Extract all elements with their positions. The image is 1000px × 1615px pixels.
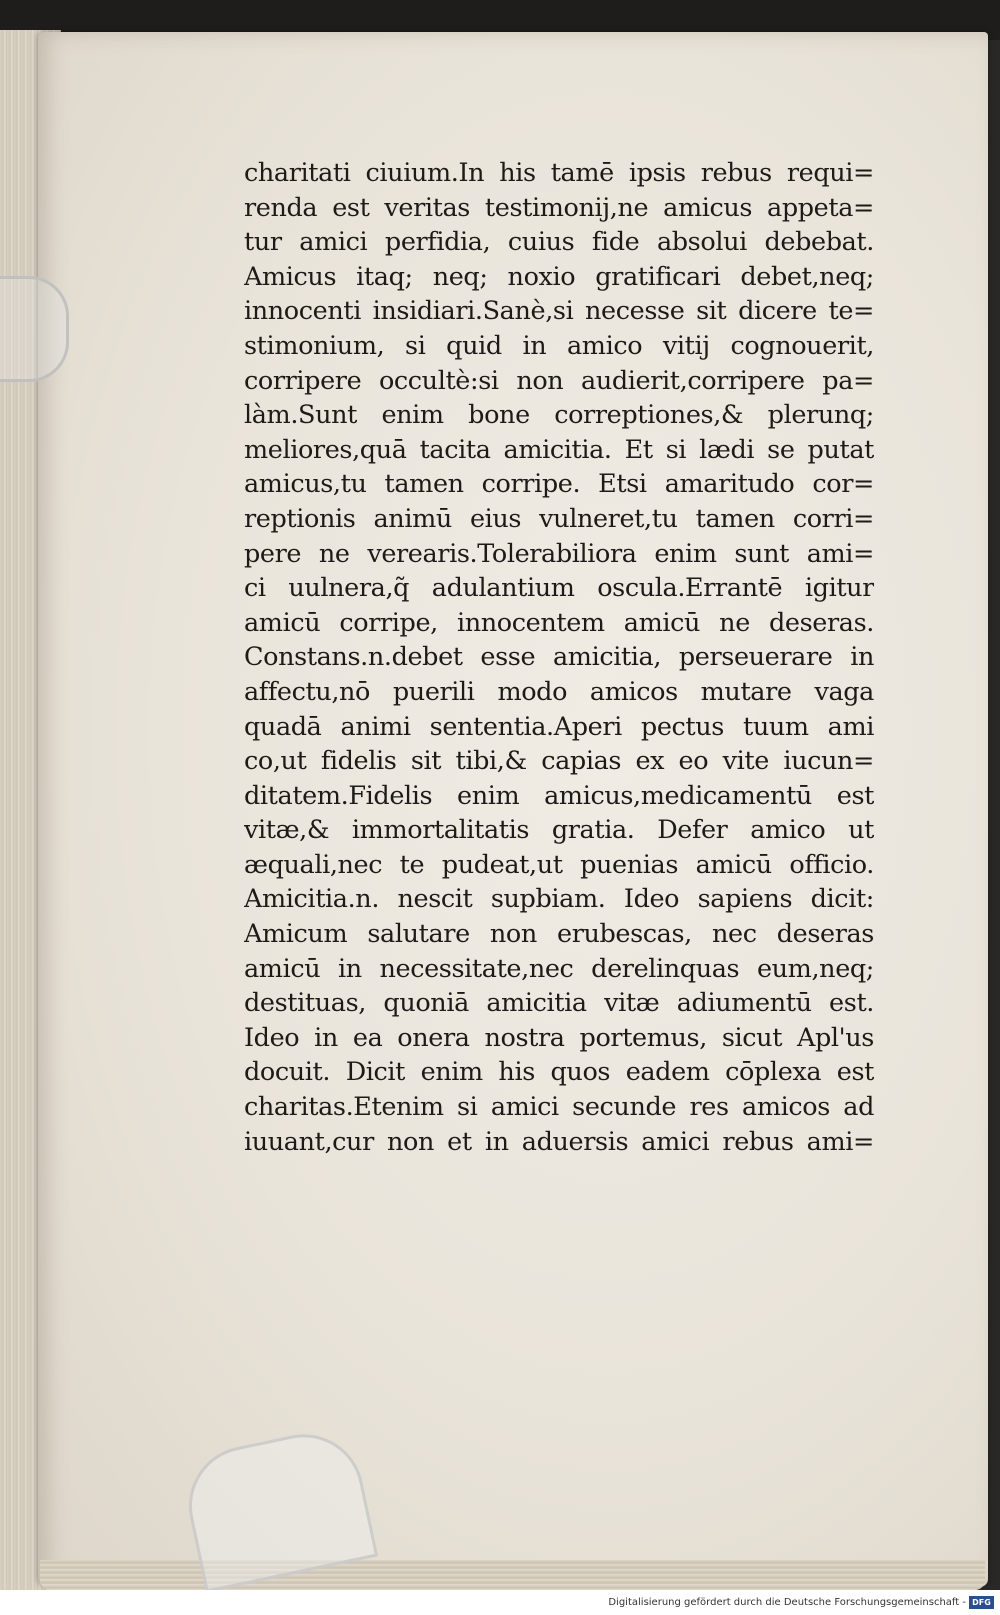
text-line: docuit. Dicit enim his quos eadem cōplexa est	[244, 1057, 874, 1088]
text-line: Constans.n.debet esse amicitia, perseuerare in	[244, 642, 874, 673]
footer-credit: Digitalisierung gefördert durch die Deutsche Forschungsgemeinschaft -	[608, 1597, 966, 1608]
text-line: Amicitia.n. nescit supbiam. Ideo sapiens dicit:	[244, 884, 874, 915]
dfg-logo-icon: DFG	[969, 1596, 994, 1609]
text-line: tur amici perfidia, cuius fide absolui debebat.	[244, 227, 874, 258]
text-line: amicus,tu tamen corripe. Etsi amaritudo cor=	[244, 469, 874, 500]
text-line: ditatem.Fidelis enim amicus,medicamentū est	[244, 780, 874, 811]
text-line: vitæ,& immortalitatis gratia. Defer amico ut	[244, 815, 874, 846]
text-line: ci uulnera,q̃ adulantium oscula.Errantē igitur	[244, 573, 874, 604]
text-line: destituas, quoniā amicitia vitæ adiumentū est.	[244, 988, 874, 1019]
text-line: làm.Sunt enim bone correptiones,& plerunq;	[244, 400, 874, 431]
book-bottom-edges	[40, 1560, 985, 1590]
text-line: meliores,quā tacita amicitia. Et si lædi se putat	[244, 434, 874, 465]
page-clip-left	[0, 276, 69, 382]
text-line: pere ne verearis.Tolerabiliora enim sunt ami=	[244, 538, 874, 569]
text-line: iuuant,cur non et in aduersis amici rebus ami=	[244, 1126, 874, 1157]
text-line: æquali,nec te pudeat,ut puenias amicū officio.	[244, 849, 874, 880]
text-line: amicū in necessitate,nec derelinquas eum,neq;	[244, 953, 874, 984]
text-line: affectu,nō puerili modo amicos mutare vaga	[244, 676, 874, 707]
text-line: corripere occultè:si non audierit,corripere pa=	[244, 365, 874, 396]
text-line: innocenti insidiari.Sanè,si necesse sit dicere te=	[244, 296, 874, 327]
text-line: amicū corripe, innocentem amicū ne deseras.	[244, 607, 874, 638]
text-line: Amicum salutare non erubescas, nec deseras	[244, 919, 874, 950]
text-line: renda est veritas testimonij,ne amicus appeta=	[244, 192, 874, 223]
text-line: Ideo in ea onera nostra portemus, sicut Apl'us	[244, 1022, 874, 1053]
text-line: Amicus itaq; neq; noxio gratificari debet,neq;	[244, 261, 874, 292]
text-line: charitati ciuium.In his tamē ipsis rebus requi=	[244, 158, 874, 188]
text-line: quadā animi sententia.Aperi pectus tuum ami	[244, 711, 874, 742]
text-line: stimonium, si quid in amico vitij cognouerit,	[244, 330, 874, 361]
text-line: charitas.Etenim si amici secunde res amicos ad	[244, 1092, 874, 1123]
text-line: reptionis animū eius vulneret,tu tamen corri=	[244, 503, 874, 534]
text-line: co,ut fidelis sit tibi,& capias ex eo vite iucun=	[244, 746, 874, 777]
page-text-block	[244, 156, 874, 1159]
